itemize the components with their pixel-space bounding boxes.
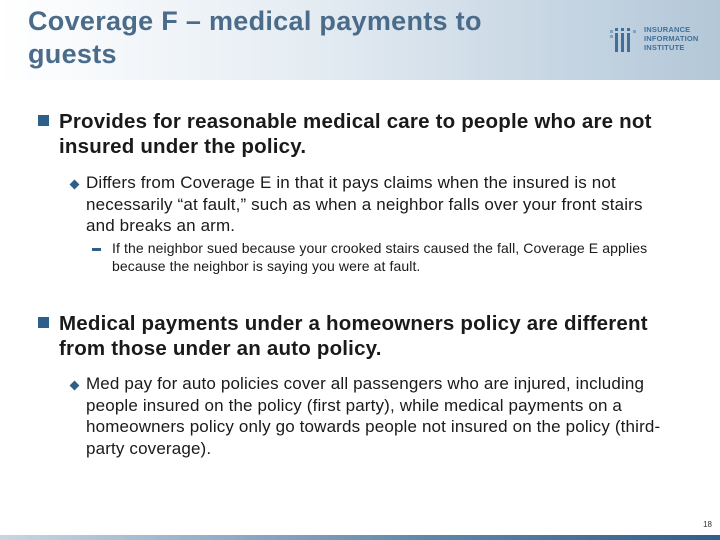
- bullet-text: Provides for reasonable medical care to people who are not insured under the policy.: [59, 110, 652, 158]
- slide-title: Coverage F – medical payments to guests: [28, 6, 482, 69]
- page-number: 18: [703, 520, 712, 529]
- logo-line: INFORMATION: [644, 34, 699, 43]
- diamond-bullet-icon: [70, 381, 80, 391]
- sub-bullet-text: Med pay for auto policies cover all passengers who are injured, including people insured on the policy (first party), while medical payments on a homeowners policy only go towards people not insured on the policy (third-party coverage).: [86, 374, 661, 458]
- sub-bullet-text: Differs from Coverage E in that it pays claims when the insured is not necessarily “at fault,” such as when a neighbor falls over your front stairs and breaks an arm.: [86, 173, 643, 235]
- bullet-text: Medical payments under a homeowners policy are different from those under an auto policy.: [59, 312, 648, 360]
- sub-sub-bullet-text: If the neighbor sued because your crooked stairs caused the fall, Coverage E applies because the neighbor is saying you were at fault.: [112, 240, 648, 274]
- square-bullet-icon: [38, 317, 49, 328]
- logo-line: INSURANCE: [644, 25, 691, 34]
- footer-bar: [0, 535, 720, 540]
- square-bullet-icon: [38, 115, 49, 126]
- diamond-bullet-icon: [70, 180, 80, 190]
- dash-bullet-icon: [92, 248, 101, 251]
- logo-line: INSTITUTE: [644, 43, 685, 52]
